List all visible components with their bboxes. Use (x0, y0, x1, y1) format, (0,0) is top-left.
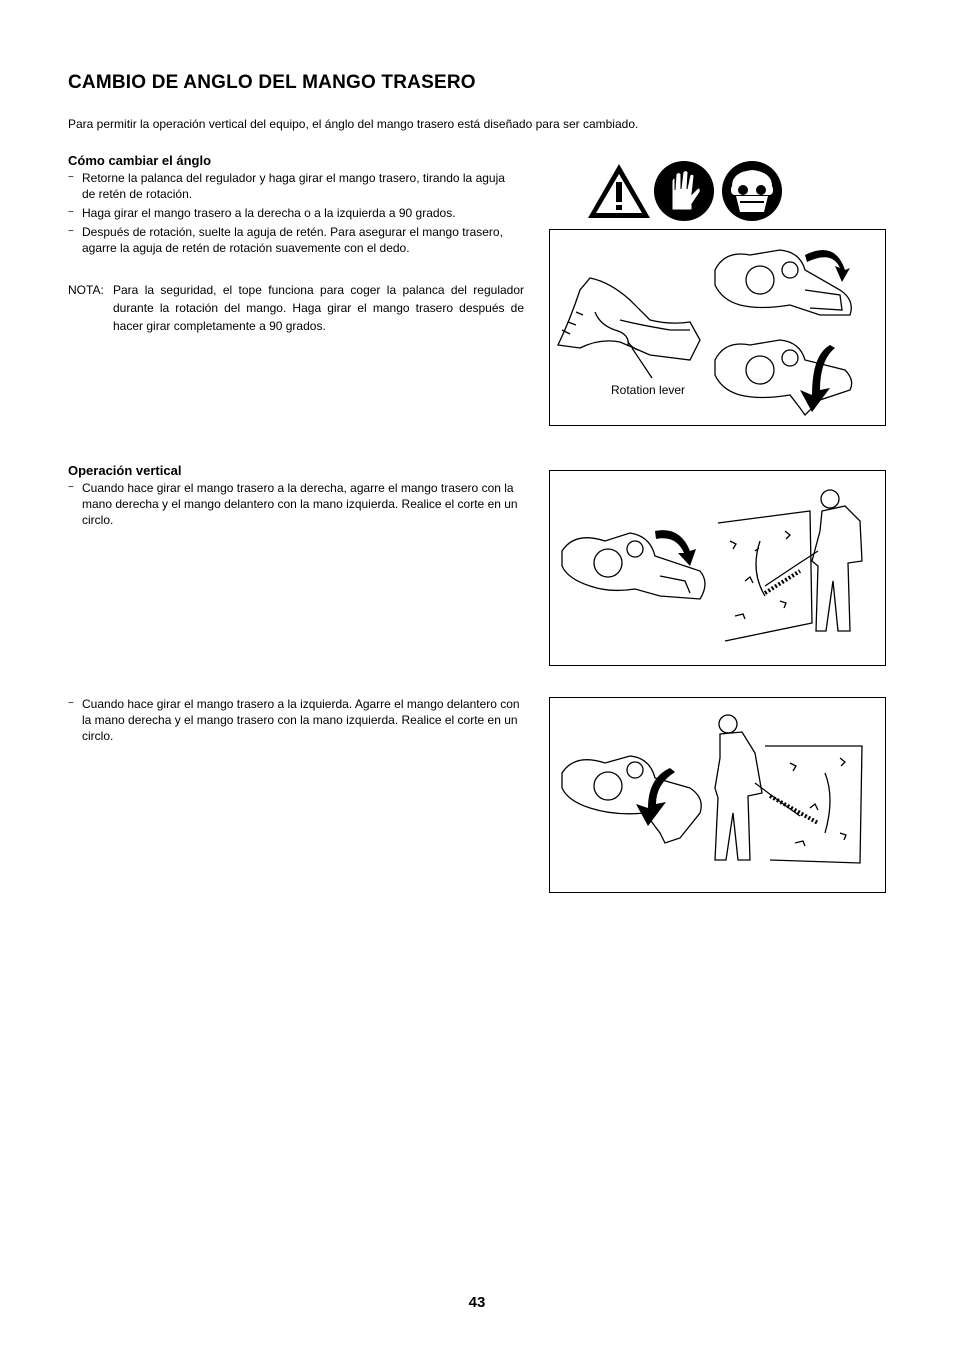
gloves-icon (654, 161, 714, 221)
face-protection-icon (722, 161, 782, 221)
vertical-operation-left (68, 696, 524, 747)
rotate-right-arrow-icon (805, 250, 850, 282)
page-title: CAMBIO DE ANGLO DEL MANGO TRASERO (68, 72, 476, 93)
list-item: − Retorne la palanca del regulador y haga girar el mango trasero, tirando la aguja de retén de rotación. (68, 170, 508, 202)
figure-rotation-lever (549, 229, 886, 426)
safety-icons (586, 160, 786, 222)
safety-note (68, 281, 524, 335)
list-item: − Después de rotación, suelte la aguja de retén. Para asegurar el mango trasero, agarre la aguja de retén de rotación suavemente con el dedo. (68, 224, 508, 256)
list-item: − Cuando hace girar el mango trasero a la derecha, agarre el mango trasero con la mano derecha y el mango delantero con la mano izquierda. Realice el corte en un circlo. (68, 480, 524, 528)
warning-triangle-icon (588, 164, 650, 218)
vertical-operation-right (68, 480, 524, 531)
page-number: 43 (468, 1294, 486, 1311)
note-label: NOTA: (68, 283, 104, 297)
rotation-lever-callout: Rotation lever (611, 383, 686, 397)
rotate-right-arrow-icon (655, 530, 696, 566)
note-text: Para la seguridad, el tope funciona para coger la palanca del regulador durante la rotación del mango. Haga girar el mango trasero después de hacer girar completamente a 90 grados. (113, 283, 524, 333)
list-item: − Cuando hace girar el mango trasero a la izquierda. Agarre el mango delantero con la mano derecha y el mango trasero con la mano izquierda. Realice el corte en un circlo. (68, 696, 524, 744)
figure-vertical-left (549, 697, 886, 893)
hedge-trimmer-top-illustration (715, 250, 851, 315)
figure-vertical-right (549, 470, 886, 666)
section-heading-change-angle: Cómo cambiar el ánglo (68, 153, 212, 168)
intro-paragraph: Para permitir la operación vertical del equipo, el ánglo del mango trasero está diseñado para ser cambiado. (68, 117, 639, 131)
section-heading-vertical-operation: Operación vertical (68, 463, 182, 478)
rotate-down-arrow-icon (800, 345, 835, 412)
rotate-down-arrow-icon (636, 768, 675, 826)
list-item: − Haga girar el mango trasero a la derecha o a la izquierda a 90 grados. (68, 205, 508, 221)
change-angle-steps (68, 170, 508, 259)
